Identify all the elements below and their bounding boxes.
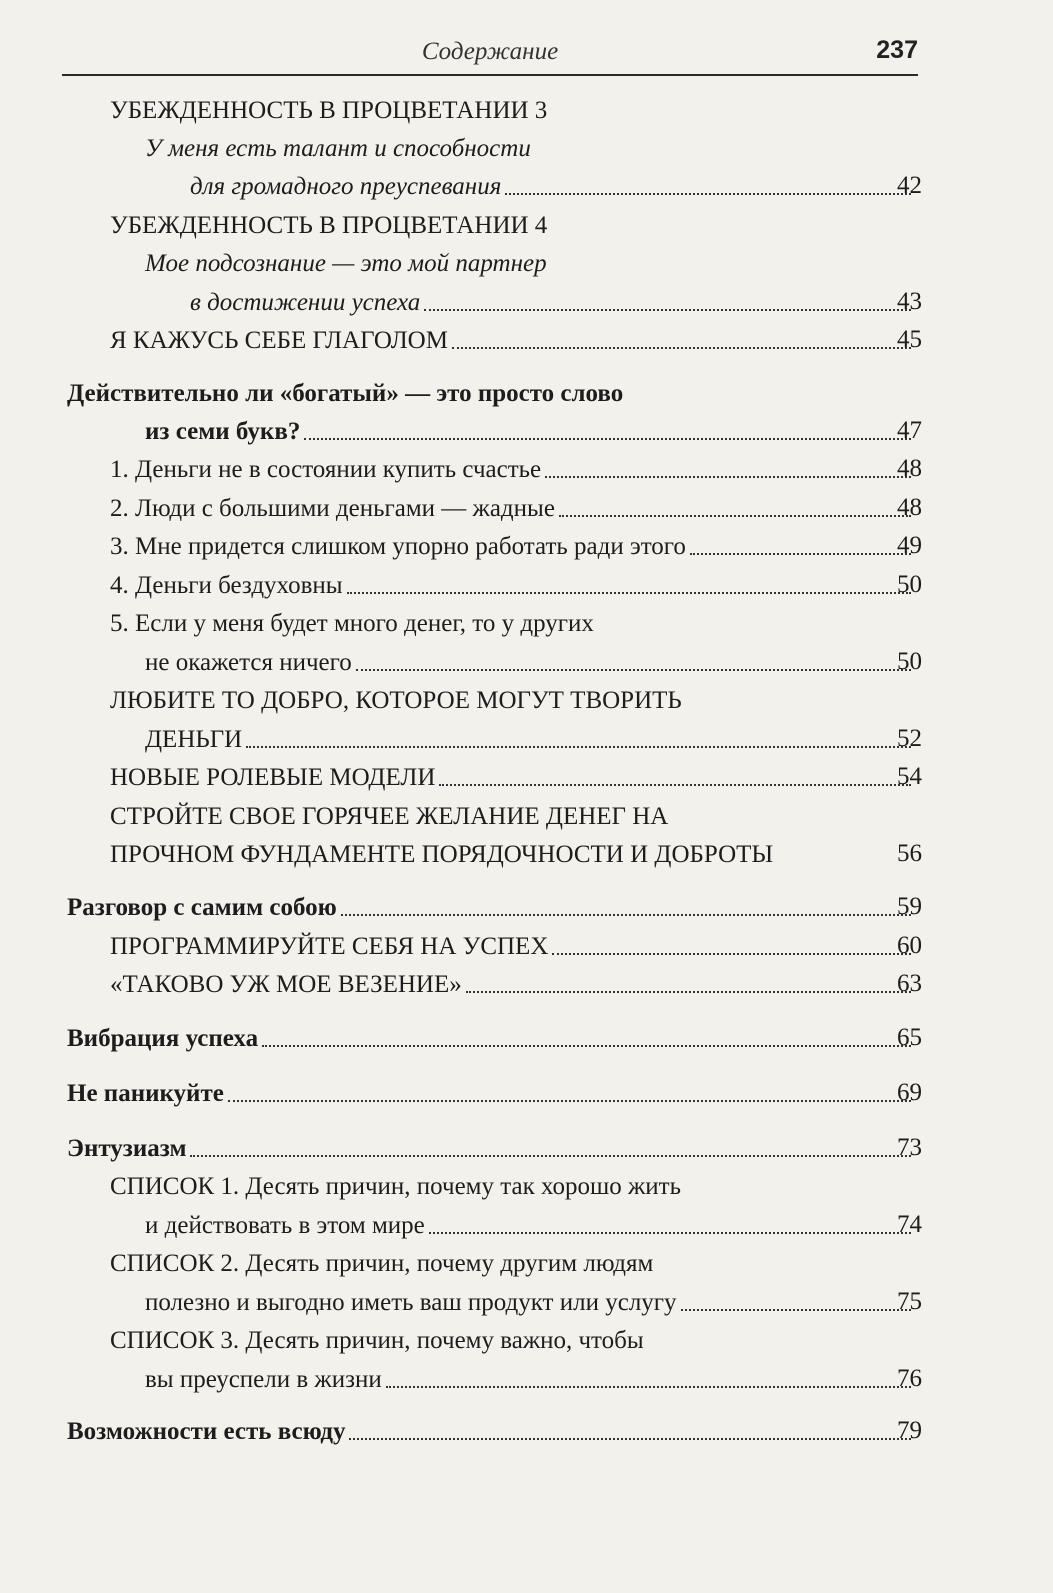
toc-entry [110,834,913,870]
toc-entry [145,411,913,447]
toc-entry [110,757,913,793]
leader-dots [552,953,911,955]
toc-page-number: 73 [897,1134,922,1161]
toc-page-number: 56 [897,840,922,867]
toc-page-number: 63 [897,970,922,997]
toc-entry-text: полезно и выгодно иметь ваш продукт или услугу [145,1289,677,1316]
toc-entry-text: У меня есть талант и способности [145,135,531,162]
leader-dots [349,1438,911,1440]
toc-page-number: 42 [897,172,922,199]
toc-page-number: 45 [897,326,922,353]
toc-entry [110,796,913,832]
toc-page-number: 76 [897,1365,922,1392]
leader-dots [690,553,911,555]
toc-entry [67,373,913,409]
toc-entry-text: ДЕНЬГИ [145,726,243,753]
toc-entry-text: 4. Деньги бездуховны [110,572,343,599]
toc-entry [110,1320,913,1356]
toc-entry-text: 3. Мне придется слишком упорно работать ради этого [110,533,686,560]
toc-page-number: 48 [897,494,922,521]
toc-entry [145,128,913,164]
toc-entry-text: СПИСОК 1. Десять причин, почему так хорошо жить [110,1173,681,1200]
running-title: Содержание [421,38,559,65]
toc-entry [110,90,913,126]
toc-entry-text: и действовать в этом мире [145,1212,425,1239]
toc-entry [67,887,913,923]
toc-entry [110,1243,913,1279]
toc-entry [110,488,913,524]
leader-dots [559,515,911,517]
toc-page-number: 74 [897,1211,922,1238]
toc-page-number: 59 [897,893,922,920]
leader-dots [304,438,911,440]
toc-entry [110,565,913,601]
leader-dots [681,1309,911,1311]
toc-entry [110,680,913,716]
leader-dots [386,1386,911,1388]
leader-dots [262,1045,911,1047]
toc-entry-text: СТРОЙТЕ СВОЕ ГОРЯЧЕЕ ЖЕЛАНИЕ ДЕНЕГ НА [110,803,669,830]
toc-entry-text: Энтузиазм [67,1135,187,1162]
toc-entry [110,1166,913,1202]
toc-page-number: 47 [897,417,922,444]
toc-entry [110,449,913,485]
toc-entry-text: ЛЮБИТЕ ТО ДОБРО, КОТОРОЕ МОГУТ ТВОРИТЬ [110,687,682,714]
toc-entry [67,1128,913,1164]
toc-entry [145,719,913,755]
leader-dots [228,1100,911,1102]
toc-page-number: 65 [897,1024,922,1051]
toc-entry-text: СПИСОК 3. Десять причин, почему важно, чтобы [110,1327,644,1354]
toc-entry-text: не окажется ничего [145,649,352,676]
toc-entry-text: СПИСОК 2. Десять причин, почему другим людям [110,1250,654,1277]
leader-dots [356,669,911,671]
toc-entry-text: 2. Люди с большими деньгами — жадные [110,495,555,522]
toc-entry-text: УБЕЖДЕННОСТЬ В ПРОЦВЕТАНИИ 3 [110,97,548,124]
toc-page-number: 52 [897,725,922,752]
leader-dots [246,746,911,748]
toc-entry [110,964,913,1000]
toc-entry [190,282,913,318]
toc-entry [190,166,913,202]
toc-entry-text: ПРОГРАММИРУЙТЕ СЕБЯ НА УСПЕХ [110,933,549,960]
toc-entry-text: из семи букв? [145,418,301,445]
toc-page-number: 75 [897,1288,922,1315]
toc-entry-text: «ТАКОВО УЖ МОЕ ВЕЗЕНИЕ» [110,971,462,998]
toc-page-number: 69 [897,1079,922,1106]
toc-entry-text: ПРОЧНОМ ФУНДАМЕНТЕ ПОРЯДОЧНОСТИ И ДОБРОТЫ [110,841,774,868]
leader-dots [424,309,911,311]
toc-page-number: 79 [897,1417,922,1444]
toc-entry [145,1205,913,1241]
toc-page-number: 49 [897,532,922,559]
leader-dots [439,784,911,786]
leader-dots [429,1232,911,1234]
leader-dots [466,991,911,993]
toc-entry [67,1018,913,1054]
leader-dots [545,476,911,478]
toc-page-number: 54 [897,763,922,790]
toc-entry-text: Я КАЖУСЬ СЕБЕ ГЛАГОЛОМ [110,327,448,354]
leader-dots [505,193,911,195]
toc-entry [110,320,913,356]
leader-dots [452,347,911,349]
toc-page-number: 50 [897,648,922,675]
page-number: 237 [876,36,918,64]
toc-entry [110,603,913,639]
toc-entry-text: в достижении успеха [190,289,421,316]
toc-entry [67,1411,913,1447]
toc-entry [110,205,913,241]
toc-page-number: 43 [897,288,922,315]
toc-entry [145,642,913,678]
toc-entry-text: Мое подсознание — это мой партнер [145,250,547,277]
toc-entry [145,1282,913,1318]
toc-entry-text: Не паникуйте [67,1080,224,1107]
toc-entry [110,926,913,962]
toc-entry-text: вы преуспели в жизни [145,1366,382,1393]
toc-entry [145,1359,913,1395]
toc-entry-text: Действительно ли «богатый» — это просто слово [67,380,624,407]
toc-entry-text: НОВЫЕ РОЛЕВЫЕ МОДЕЛИ [110,764,436,791]
toc-entry-text: УБЕЖДЕННОСТЬ В ПРОЦВЕТАНИИ 4 [110,212,548,239]
toc-page-number: 48 [897,455,922,482]
toc-entry [145,243,913,279]
toc-entry [110,526,913,562]
leader-dots [341,914,911,916]
toc-entry-text: Возможности есть всюду [67,1418,346,1445]
toc-entry-text: 5. Если у меня будет много денег, то у других [110,610,594,637]
toc-entry-text: Разговор с самим собою [67,894,337,921]
leader-dots [347,592,911,594]
toc-entry [67,1073,913,1109]
leader-dots [190,1155,911,1157]
toc-page-number: 60 [897,932,922,959]
toc-entry-text: Вибрация успеха [67,1025,259,1052]
toc-entry-text: 1. Деньги не в состоянии купить счастье [110,456,542,483]
toc-entry-text: для громадного преуспевания [190,173,502,200]
toc-page-number: 50 [897,571,922,598]
